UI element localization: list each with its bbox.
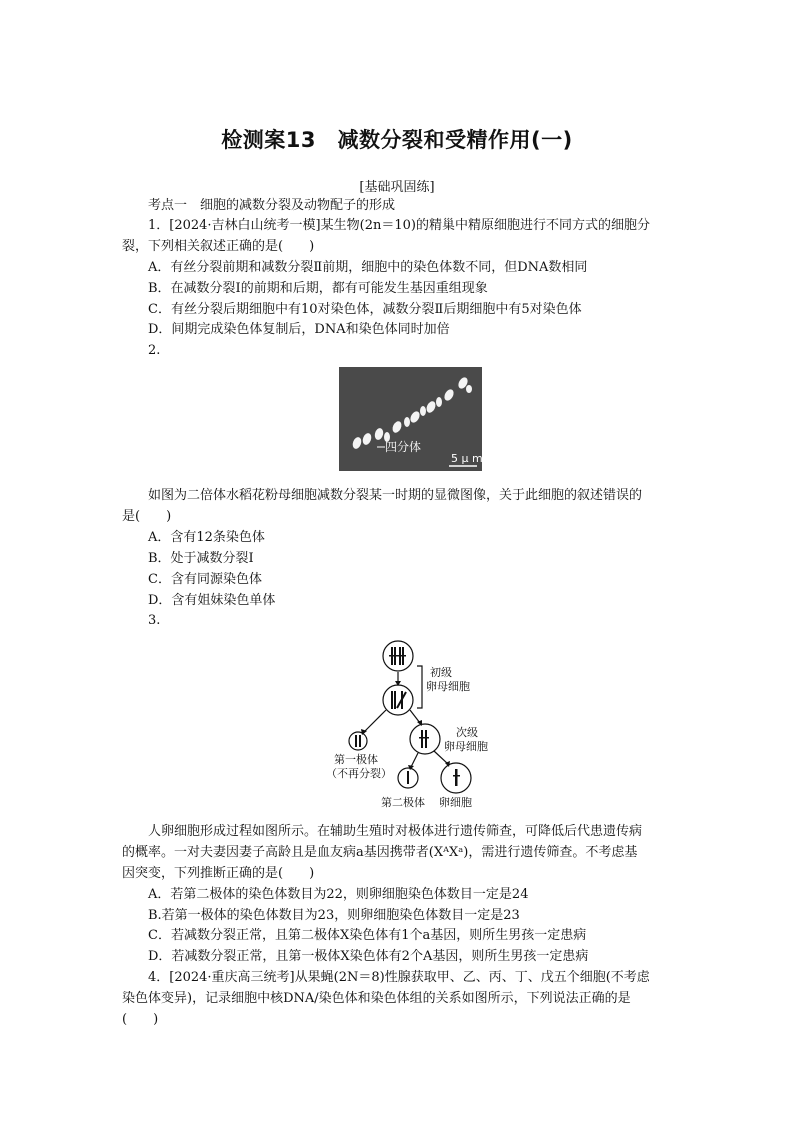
q3-option-d: D．若减数分裂正常，且第一极体X染色体有2个A基因，则所生男孩一定患病: [148, 949, 589, 964]
scale-bar-label: 5 μ m: [451, 452, 483, 465]
q3-number: 3.: [148, 613, 161, 628]
q4-stem-line2: 染色体变异)，记录细胞中核DNA/染色体和染色体组的关系如图所示，下列说法正确的是: [122, 991, 631, 1006]
page-title: 检测案13 减数分裂和受精作用(一): [221, 128, 573, 152]
label-primary-1: 初级: [430, 666, 452, 679]
q4-stem-line1: 4．[2024·重庆高三统考]从果蝇(2N＝8)性腺获取甲、乙、丙、丁、戊五个细胞(不考虑: [148, 970, 650, 985]
q1-option-b: B．在减数分裂Ⅰ的前期和后期，都有可能发生基因重组现象: [148, 281, 488, 296]
q3-stem-line3: 因突变，下列推断正确的是( ): [122, 866, 315, 881]
q2-option-d: D．含有姐妹染色单体: [148, 593, 276, 608]
micrograph-image: [339, 367, 482, 471]
q3-option-c: C．若减数分裂正常，且第二极体X染色体有1个a基因，则所生男孩一定患病: [148, 928, 587, 943]
q3-stem-line2: 的概率。一对夫妻因妻子高龄且是血友病a基因携带者(XᴬXᵃ)，需进行遗传筛查。不考虑基: [122, 845, 638, 860]
label-primary-2: 卵母细胞: [426, 680, 470, 693]
q2-number: 2.: [148, 343, 161, 358]
label-secondary-1: 次级: [456, 726, 478, 739]
q2-stem-line1: 如图为二倍体水稻花粉母细胞减数分裂某一时期的显微图像，关于此细胞的叙述错误的: [148, 488, 643, 503]
label-secondary-2: 卵母细胞: [444, 740, 488, 753]
topic-heading: 考点一 细胞的减数分裂及动物配子的形成: [148, 198, 396, 213]
q3-stem-line1: 人卵细胞形成过程如图所示。在辅助生殖时对极体进行遗传筛查，可降低后代患遗传病: [148, 824, 643, 839]
q1-option-a: A．有丝分裂前期和减数分裂Ⅱ前期，细胞中的染色体数不同，但DNA数相同: [148, 260, 588, 275]
q1-stem-line1: 1．[2024·吉林白山统考一模]某生物(2n＝10)的精巢中精原细胞进行不同方式的细胞分: [148, 218, 650, 233]
q2-option-c: C．含有同源染色体: [148, 572, 262, 587]
q2-option-a: A．含有12条染色体: [148, 530, 265, 545]
q1-option-c: C．有丝分裂后期细胞中有10对染色体，减数分裂Ⅱ后期细胞中有5对染色体: [148, 302, 582, 317]
q2-stem-line2: 是( ): [122, 509, 172, 524]
label-second-polar: 第二极体: [381, 796, 425, 809]
q2-option-b: B．处于减数分裂Ⅰ: [148, 551, 254, 566]
q4-stem-line3: ( ): [122, 1012, 159, 1027]
label-egg: 卵细胞: [439, 796, 472, 809]
q3-option-b: B.若第一极体的染色体数目为23，则卵细胞染色体数目一定是23: [148, 908, 520, 923]
label-first-polar-1: 第一极体: [334, 753, 378, 766]
tetrad-label: 四分体: [385, 440, 422, 454]
q1-stem-line2: 裂，下列相关叙述正确的是( ): [122, 239, 315, 254]
section-heading: [基础巩固练]: [359, 180, 435, 195]
q1-option-d: D．间期完成染色体复制后，DNA和染色体同时加倍: [148, 322, 450, 337]
label-first-polar-2: （不再分裂）: [326, 767, 392, 780]
oogenesis-diagram: [318, 636, 508, 814]
q3-option-a: A．若第二极体的染色体数目为22，则卵细胞染色体数目一定是24: [148, 887, 529, 902]
